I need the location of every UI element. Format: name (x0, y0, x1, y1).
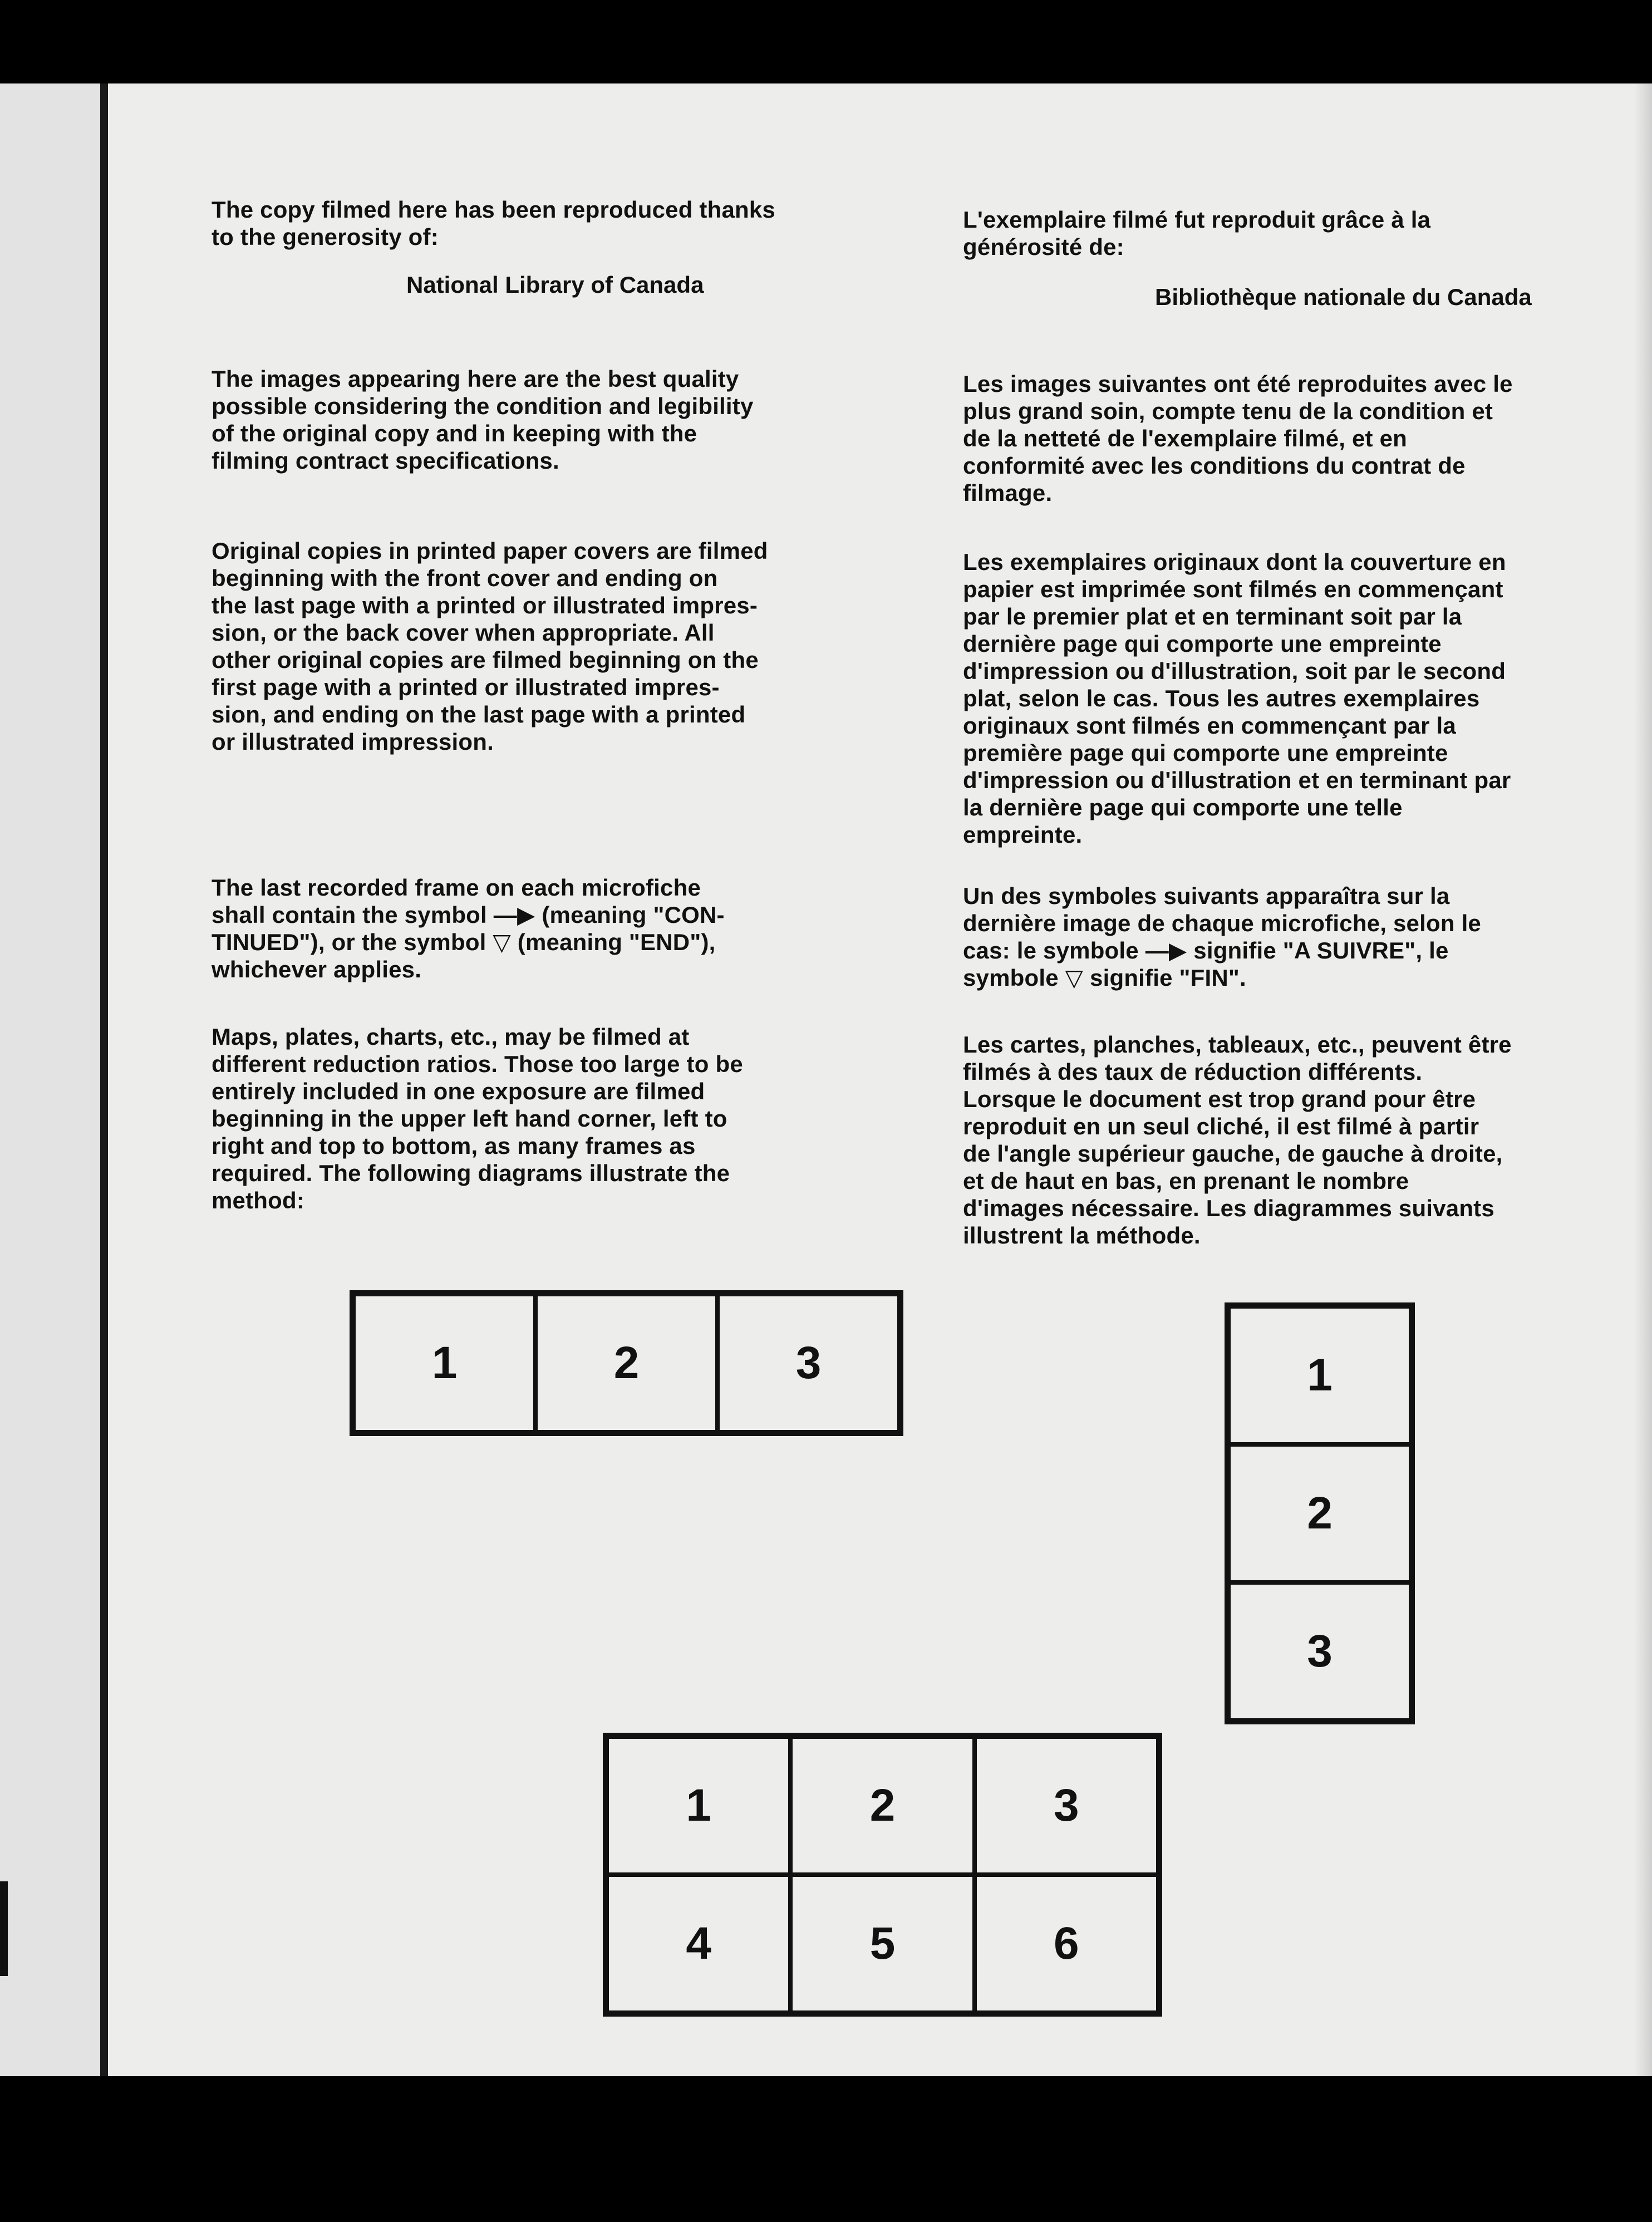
english-covers: Original copies in printed paper covers are filmed beginning with the front cover and ending on the last page with a printed or illustrated impres- sion, or the back cover when appropriate. All other original copies are filmed beginning on the first page with a printed or illustrated impres- sion, and ending on the last page with a printed or illustrated impression. (212, 538, 768, 755)
diagram-grid (603, 1733, 1162, 2017)
frame-cell: 6 (975, 1875, 1158, 2013)
frame-cell: 1 (607, 1737, 790, 1875)
french-covers: Les exemplaires originaux dont la couverture en papier est imprimée sont filmés en commençant par le premier plat et en terminant soit par la dernière page qui comporte une empreinte d'impression ou d'illustration, soit par le second plat, selon le cas. Tous les autres exemplaires originaux sont filmés en commençant par la première page qui comporte une empreinte d'impression ou d'illustration et en terminant par la dernière page qui comporte une telle empreinte. (963, 549, 1511, 848)
english-thanks: The copy filmed here has been reproduced thanks to the generosity of: (212, 196, 775, 250)
page-binding-edge (100, 83, 108, 2076)
diagram-horizontal (350, 1290, 903, 1436)
frame-cell: 3 (1228, 1582, 1411, 1720)
frame-cell: 3 (717, 1294, 899, 1432)
french-institution: Bibliothèque nationale du Canada (1155, 284, 1532, 310)
diagram-vertical (1225, 1302, 1415, 1724)
english-quality: The images appearing here are the best quality possible considering the condition and legibility of the original copy and in keeping with the filming contract specifications. (212, 366, 754, 474)
frame-cell: 5 (790, 1875, 974, 2013)
frame-cell: 2 (535, 1294, 717, 1432)
frame-cell: 3 (975, 1737, 1158, 1875)
english-institution: National Library of Canada (406, 272, 704, 298)
french-maps: Les cartes, planches, tableaux, etc., peuvent être filmés à des taux de réduction différents. Lorsque le document est trop grand pour être reproduit en un seul cliché, il est filmé à partir de l'angle supérieur gauche, de gauche à droite, et de haut en bas, en prenant le nombre d'images nécessaire. Les diagrammes suivants illustrent la méthode. (963, 1031, 1512, 1248)
previous-page-edge (0, 83, 103, 2076)
french-symbols: Un des symboles suivants apparaîtra sur la dernière image de chaque microfiche, selon le cas: le symbole —▶ signifie "A SUIVRE", le symbole ▽ signifie "FIN". (963, 883, 1481, 991)
english-maps: Maps, plates, charts, etc., may be filmed at different reduction ratios. Those too large to be entirely included in one exposure are filmed beginning in the upper left hand corner, left to right and top to bottom, as many frames as required. The following diagrams illustrate the method: (212, 1024, 743, 1213)
frame-cell: 1 (353, 1294, 535, 1432)
french-thanks: L'exemplaire filmé fut reproduit grâce à la générosité de: (963, 207, 1431, 260)
frame-cell: 4 (607, 1875, 790, 2013)
frame-cell: 2 (790, 1737, 974, 1875)
frame-cell: 2 (1228, 1444, 1411, 1582)
frame-cell: 1 (1228, 1306, 1411, 1444)
page-right-edge (1634, 83, 1652, 2076)
english-symbols: The last recorded frame on each microfiche shall contain the symbol —▶ (meaning "CON- TINUED"), or the symbol ▽ (meaning "END"), whichever applies. (212, 874, 725, 982)
page-marker (0, 1881, 8, 1976)
french-quality: Les images suivantes ont été reproduites avec le plus grand soin, compte tenu de la condition et de la netteté de l'exemplaire filmé, et en conformité avec les conditions du contrat de filmage. (963, 371, 1513, 506)
